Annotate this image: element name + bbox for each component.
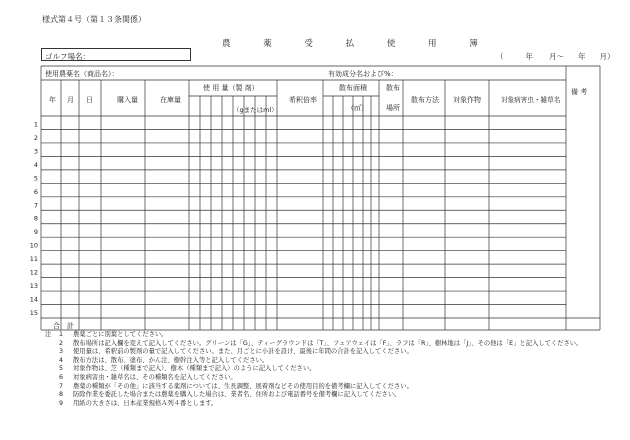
golf-course-label: ゴルフ場名： <box>45 52 90 61</box>
note-text: 用紙の大きさは、日本産業規格Ａ列４番とします。 <box>73 399 218 407</box>
header-pest: 対象病害虫・雑草名 <box>501 96 561 104</box>
row-number: 13 <box>29 282 38 291</box>
note-item <box>45 383 582 392</box>
header-usage-unit: （gまたはml） <box>233 106 278 114</box>
note-text: 対象病害虫・雑草名は、その種類名を記入してください。 <box>73 373 237 381</box>
note-number: 4 <box>59 356 64 364</box>
period-month-from-label: 月〜 <box>549 52 564 61</box>
note-item <box>45 348 582 357</box>
note-item <box>45 400 582 409</box>
note-text: 防除作業を委託した場合または農薬を購入した場合は、業者名、住所および電話番号を備考欄に記入してください。 <box>73 391 401 399</box>
note-number: 7 <box>59 382 64 390</box>
note-item <box>45 391 582 400</box>
row-number: 10 <box>29 241 38 250</box>
row-number: 11 <box>29 255 38 264</box>
note-item <box>45 365 582 374</box>
active-ingredient-label: 有効成分名および%： <box>328 70 398 78</box>
row-number: 6 <box>33 187 38 196</box>
note-number: 8 <box>59 391 64 399</box>
note-text: 散布場所は記入欄を変えて記入してください。グリーンは「G」、ティーグラウンドは「T」、フェアウェイは「F」、ラフは「R」、樹林地は「J」、その他は「E」と記入してください。 <box>73 339 583 347</box>
note-item <box>45 340 582 349</box>
note-text: 農薬ごとに別葉としてください。 <box>73 331 168 338</box>
form-number-label: 様式第４号（第１３条関係） <box>42 15 146 24</box>
note-text: 農薬の種類が「その他」に該当する薬剤については、生長調整、展着剤などその使用目的を備考欄に記入してください。 <box>73 382 413 390</box>
row-number: 14 <box>29 295 38 304</box>
note-number: 3 <box>59 348 64 356</box>
note-text: 散布方法は、散布、塗布、かん注、樹幹注入等と記入してください。 <box>73 356 269 364</box>
note-text: 対象作物は、芝（種類まで記入）、樹木（種類まで記入）のように記入してください。 <box>73 365 316 373</box>
header-area-unit: （㎡） <box>347 104 368 112</box>
note-number: 1 <box>59 331 64 338</box>
header-location: 散布 <box>386 84 400 92</box>
row-number: 5 <box>33 174 38 183</box>
notes-section <box>45 331 582 408</box>
header-day: 日 <box>86 96 93 104</box>
note-item <box>45 331 582 340</box>
row-number: 12 <box>29 268 38 277</box>
header-stock: 在庫量 <box>160 96 181 104</box>
header-remarks: 備 考 <box>571 88 588 96</box>
row-number: 9 <box>33 228 38 237</box>
row-number: 8 <box>33 214 38 223</box>
ledger-grid <box>29 66 601 331</box>
header-crop: 対象作物 <box>453 96 481 104</box>
period-month-to-label: 月） <box>599 52 615 61</box>
row-number: 4 <box>33 160 38 169</box>
header-method: 散布方法 <box>411 96 439 104</box>
header-usage: 使 用 量（製 剤） <box>203 84 259 92</box>
ledger-table <box>29 66 601 335</box>
row-number: 2 <box>33 133 38 142</box>
header-year: 年 <box>49 96 56 104</box>
note-number: 6 <box>59 373 64 381</box>
row-number: 1 <box>33 120 38 129</box>
header-purchase: 購入量 <box>117 96 138 104</box>
header-area: 散布面積 <box>339 84 367 92</box>
note-number: 9 <box>59 399 64 407</box>
total-label: 合 計 <box>53 322 74 330</box>
period-year2-label: 年 <box>578 52 586 61</box>
note-text: 使用量は、希釈前の製剤の量で記入してください。また、月ごとに小計を設け、最後に年間の合計を記入してください。 <box>73 348 413 356</box>
row-number: 7 <box>33 201 38 210</box>
row-number: 15 <box>29 309 38 317</box>
note-number: 2 <box>59 339 64 347</box>
period-range <box>496 51 615 62</box>
note-item <box>45 374 582 383</box>
row-number: 3 <box>33 147 38 156</box>
period-open: （ <box>496 52 504 61</box>
period-year-label: 年 <box>525 52 533 61</box>
header-month: 月 <box>67 96 74 104</box>
note-head: 注 <box>45 331 52 338</box>
pesticide-name-label: 使用農薬名（商品名）： <box>45 70 119 78</box>
note-number: 5 <box>59 365 64 373</box>
header-location-2: 場所 <box>386 104 400 112</box>
header-dilution: 希釈倍率 <box>289 96 317 104</box>
page-title: 農 薬 受 払 使 用 簿 <box>222 39 493 49</box>
